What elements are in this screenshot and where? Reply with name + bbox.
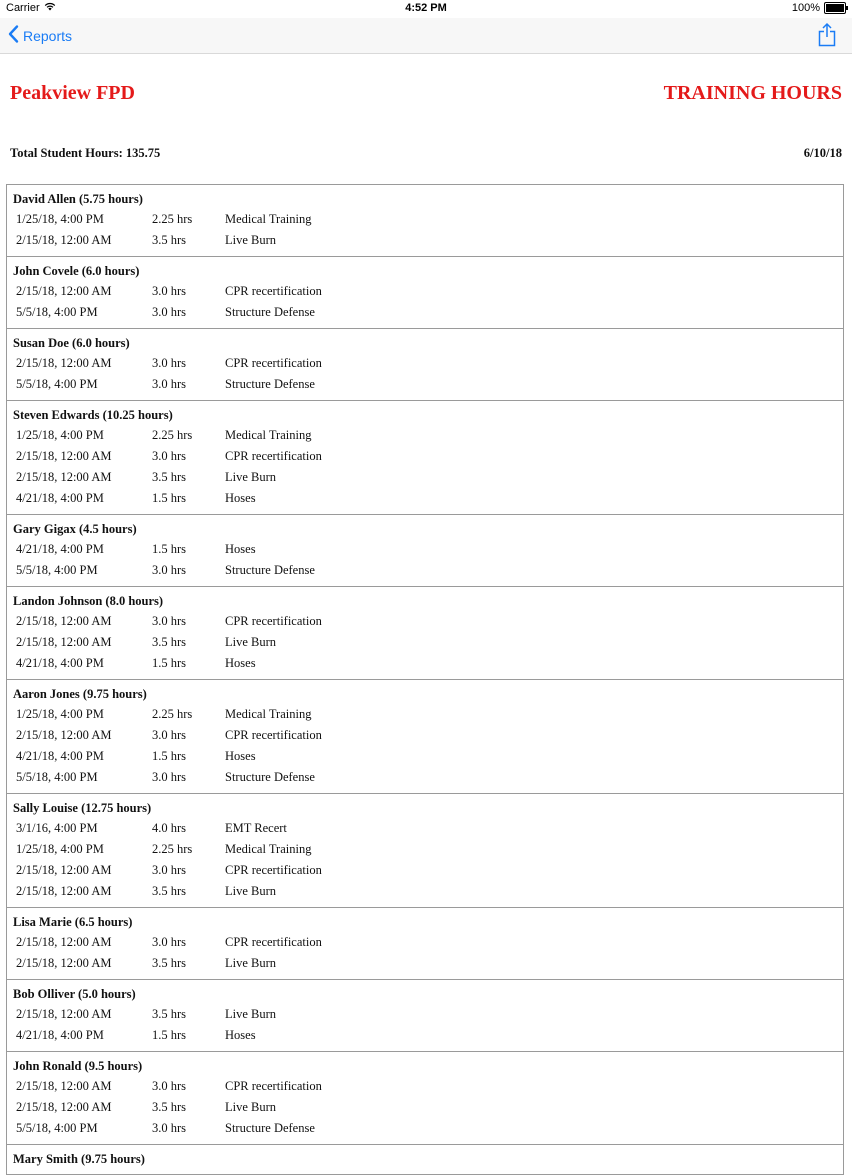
record-course: Medical Training <box>225 707 312 721</box>
record-date: 1/25/18, 4:00 PM <box>16 428 104 442</box>
status-time: 4:52 PM <box>405 2 447 14</box>
training-record <box>13 860 837 881</box>
record-date: 4/21/18, 4:00 PM <box>16 542 104 556</box>
training-record <box>13 1004 837 1025</box>
training-record <box>13 230 837 251</box>
record-hours: 1.5 hrs <box>152 749 187 763</box>
record-hours: 3.0 hrs <box>152 1121 187 1135</box>
record-date: 2/15/18, 12:00 AM <box>16 470 112 484</box>
record-hours: 3.0 hrs <box>152 284 187 298</box>
record-hours: 3.5 hrs <box>152 635 187 649</box>
record-course: Structure Defense <box>225 305 315 319</box>
record-course: Hoses <box>225 1028 256 1042</box>
record-date: 2/15/18, 12:00 AM <box>16 884 112 898</box>
record-course: CPR recertification <box>225 863 322 877</box>
training-record <box>13 632 837 653</box>
record-hours: 3.0 hrs <box>152 563 187 577</box>
record-hours: 2.25 hrs <box>152 707 193 721</box>
record-course: Live Burn <box>225 956 277 970</box>
record-date: 2/15/18, 12:00 AM <box>16 728 112 742</box>
carrier-label: Carrier <box>6 2 40 14</box>
training-report <box>0 54 852 1166</box>
student-name: Gary Gigax (4.5 hours) <box>13 522 137 536</box>
record-date: 2/15/18, 12:00 AM <box>16 1007 112 1021</box>
share-button[interactable] <box>818 23 836 52</box>
record-date: 4/21/18, 4:00 PM <box>16 749 104 763</box>
training-record <box>13 881 837 902</box>
training-record <box>13 767 837 788</box>
record-course: Hoses <box>225 656 256 670</box>
battery-label: 100% <box>791 2 820 14</box>
record-hours: 3.0 hrs <box>152 356 187 370</box>
record-hours: 2.25 hrs <box>152 428 193 442</box>
record-course: Hoses <box>225 542 256 556</box>
org-name: Peakview FPD <box>10 82 135 104</box>
training-record <box>13 1076 837 1097</box>
record-date: 2/15/18, 12:00 AM <box>16 635 112 649</box>
report-title: TRAINING HOURS <box>663 82 842 104</box>
record-hours: 3.0 hrs <box>152 305 187 319</box>
student-block <box>6 587 844 680</box>
student-block <box>6 329 844 401</box>
student-block <box>6 908 844 980</box>
record-hours: 3.5 hrs <box>152 1007 187 1021</box>
training-record <box>13 1118 837 1139</box>
record-hours: 2.25 hrs <box>152 842 193 856</box>
training-record <box>13 725 837 746</box>
student-name: Bob Olliver (5.0 hours) <box>13 987 136 1001</box>
record-course: Medical Training <box>225 842 312 856</box>
report-date: 6/10/18 <box>803 146 842 160</box>
battery-icon <box>824 2 846 14</box>
training-record <box>13 611 837 632</box>
record-course: CPR recertification <box>225 449 322 463</box>
navigation-bar <box>0 18 852 54</box>
record-date: 4/21/18, 4:00 PM <box>16 491 104 505</box>
training-record <box>13 488 837 509</box>
record-course: Live Burn <box>225 884 277 898</box>
record-course: Live Burn <box>225 470 277 484</box>
record-date: 4/21/18, 4:00 PM <box>16 656 104 670</box>
training-record <box>13 818 837 839</box>
record-date: 2/15/18, 12:00 AM <box>16 956 112 970</box>
record-course: Hoses <box>225 491 256 505</box>
record-date: 5/5/18, 4:00 PM <box>16 305 98 319</box>
record-hours: 3.5 hrs <box>152 956 187 970</box>
record-hours: 3.0 hrs <box>152 770 187 784</box>
record-hours: 1.5 hrs <box>152 491 187 505</box>
training-record <box>13 953 837 974</box>
record-course: EMT Recert <box>225 821 287 835</box>
record-course: CPR recertification <box>225 935 322 949</box>
students-list <box>6 184 844 1175</box>
student-name: Landon Johnson (8.0 hours) <box>13 594 164 608</box>
training-record <box>13 425 837 446</box>
record-course: CPR recertification <box>225 614 322 628</box>
record-course: CPR recertification <box>225 356 322 370</box>
student-block <box>6 185 844 257</box>
training-record <box>13 932 837 953</box>
record-hours: 3.0 hrs <box>152 377 187 391</box>
training-record <box>13 353 837 374</box>
record-date: 5/5/18, 4:00 PM <box>16 377 98 391</box>
record-hours: 3.0 hrs <box>152 1079 187 1093</box>
student-block <box>6 794 844 908</box>
record-course: CPR recertification <box>225 728 322 742</box>
back-label: Reports <box>23 27 73 44</box>
record-hours: 3.0 hrs <box>152 863 187 877</box>
record-date: 2/15/18, 12:00 AM <box>16 233 112 247</box>
record-date: 2/15/18, 12:00 AM <box>16 356 112 370</box>
record-course: Live Burn <box>225 635 277 649</box>
record-hours: 1.5 hrs <box>152 656 187 670</box>
student-block <box>6 980 844 1052</box>
record-hours: 3.5 hrs <box>152 1100 187 1114</box>
student-block <box>6 515 844 587</box>
record-date: 5/5/18, 4:00 PM <box>16 770 98 784</box>
training-record <box>13 704 837 725</box>
record-hours: 3.0 hrs <box>152 449 187 463</box>
training-record <box>13 560 837 581</box>
student-name: Sally Louise (12.75 hours) <box>13 801 152 815</box>
record-course: Medical Training <box>225 428 312 442</box>
record-course: Structure Defense <box>225 770 315 784</box>
student-block <box>6 680 844 794</box>
student-block <box>6 257 844 329</box>
record-date: 2/15/18, 12:00 AM <box>16 935 112 949</box>
student-name: John Ronald (9.5 hours) <box>13 1059 143 1073</box>
training-record <box>13 467 837 488</box>
record-course: Live Burn <box>225 1100 277 1114</box>
record-hours: 3.0 hrs <box>152 614 187 628</box>
student-name: Steven Edwards (10.25 hours) <box>13 408 173 422</box>
record-hours: 3.5 hrs <box>152 470 187 484</box>
record-course: Structure Defense <box>225 1121 315 1135</box>
status-bar <box>0 0 852 18</box>
record-hours: 4.0 hrs <box>152 821 187 835</box>
training-record <box>13 209 837 230</box>
record-date: 2/15/18, 12:00 AM <box>16 614 112 628</box>
record-date: 2/15/18, 12:00 AM <box>16 1100 112 1114</box>
training-record <box>13 746 837 767</box>
record-date: 5/5/18, 4:00 PM <box>16 1121 98 1135</box>
record-course: Structure Defense <box>225 377 315 391</box>
record-date: 4/21/18, 4:00 PM <box>16 1028 104 1042</box>
student-name: John Covele (6.0 hours) <box>13 264 140 278</box>
training-record <box>13 1025 837 1046</box>
record-course: Structure Defense <box>225 563 315 577</box>
training-record <box>13 446 837 467</box>
student-name: Aaron Jones (9.75 hours) <box>13 687 147 701</box>
record-hours: 3.0 hrs <box>152 728 187 742</box>
student-name: Susan Doe (6.0 hours) <box>13 336 130 350</box>
training-record <box>13 302 837 323</box>
record-hours: 1.5 hrs <box>152 1028 187 1042</box>
record-date: 2/15/18, 12:00 AM <box>16 863 112 877</box>
record-date: 2/15/18, 12:00 AM <box>16 284 112 298</box>
chevron-left-icon <box>8 25 23 46</box>
record-hours: 2.25 hrs <box>152 212 193 226</box>
student-name: Lisa Marie (6.5 hours) <box>13 915 133 929</box>
share-icon <box>818 34 836 51</box>
record-hours: 3.0 hrs <box>152 935 187 949</box>
record-course: Hoses <box>225 749 256 763</box>
record-date: 1/25/18, 4:00 PM <box>16 707 104 721</box>
student-name: David Allen (5.75 hours) <box>13 192 143 206</box>
record-date: 1/25/18, 4:00 PM <box>16 212 104 226</box>
training-record <box>13 653 837 674</box>
record-date: 3/1/16, 4:00 PM <box>16 821 98 835</box>
record-date: 1/25/18, 4:00 PM <box>16 842 104 856</box>
status-right <box>792 2 846 14</box>
training-record <box>13 539 837 560</box>
back-button[interactable] <box>8 25 72 46</box>
record-hours: 3.5 hrs <box>152 884 187 898</box>
student-name: Mary Smith (9.75 hours) <box>13 1152 145 1166</box>
record-course: Live Burn <box>225 233 277 247</box>
record-course: CPR recertification <box>225 1079 322 1093</box>
training-record <box>13 374 837 395</box>
record-course: CPR recertification <box>225 284 322 298</box>
total-student-hours: Total Student Hours: 135.75 <box>10 146 161 160</box>
record-course: Live Burn <box>225 1007 277 1021</box>
training-record <box>13 839 837 860</box>
record-date: 5/5/18, 4:00 PM <box>16 563 98 577</box>
record-course: Medical Training <box>225 212 312 226</box>
student-block <box>6 1145 844 1175</box>
record-date: 2/15/18, 12:00 AM <box>16 1079 112 1093</box>
student-block <box>6 401 844 515</box>
student-block <box>6 1052 844 1145</box>
training-record <box>13 1097 837 1118</box>
record-date: 2/15/18, 12:00 AM <box>16 449 112 463</box>
record-hours: 1.5 hrs <box>152 542 187 556</box>
record-hours: 3.5 hrs <box>152 233 187 247</box>
training-record <box>13 281 837 302</box>
